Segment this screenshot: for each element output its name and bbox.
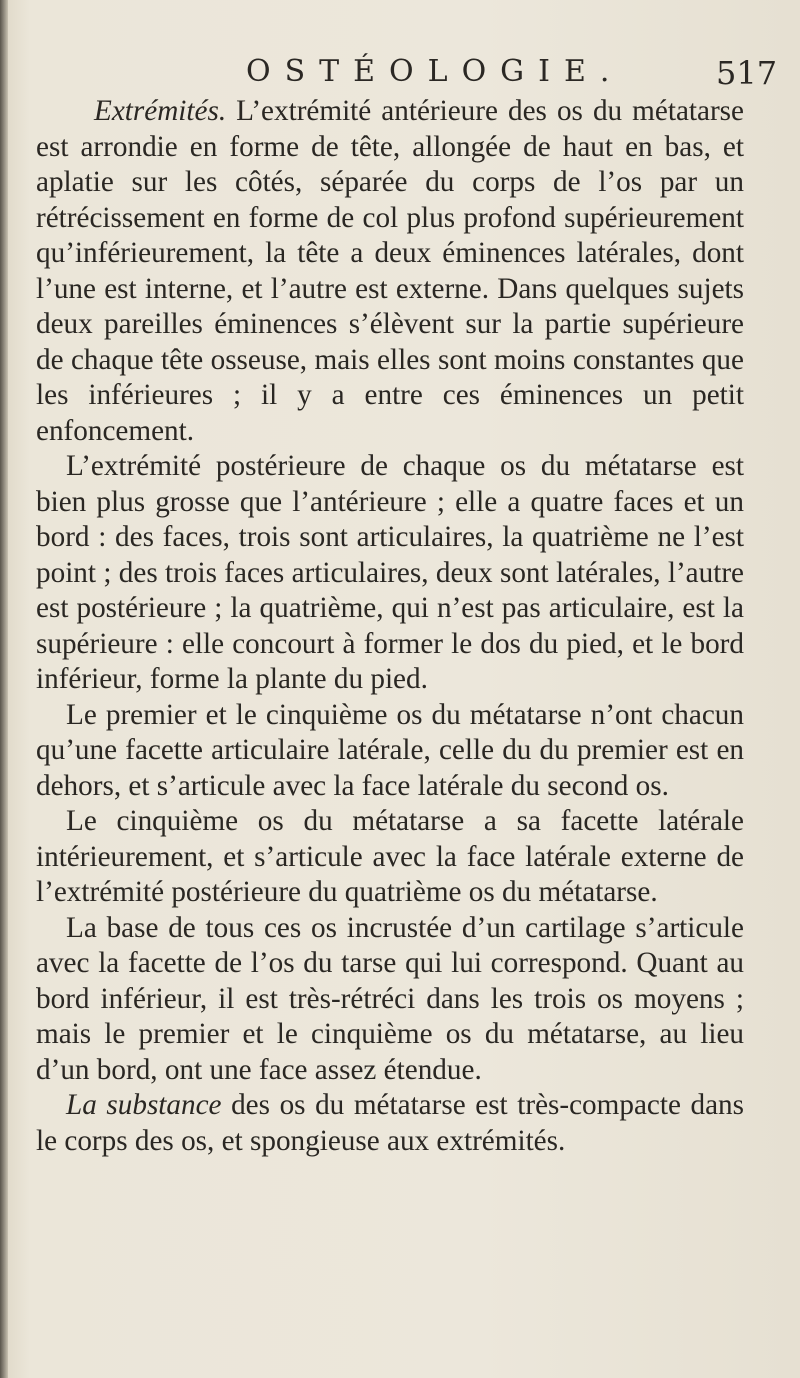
paragraph-3: [36, 698, 744, 805]
paragraph-6-lead: La substance: [66, 1089, 222, 1121]
paragraph-2: [36, 449, 744, 698]
paragraph-3-text: Le premier et le cinquième os du métatarse n’ont chacun qu’une facette articulaire latérale, celle du du premier est en dehors, et s’articule avec la face latérale du second os.: [36, 698, 744, 802]
page-gutter: [0, 0, 8, 1378]
paragraph-5: [36, 911, 744, 1089]
page-header: [0, 50, 800, 98]
paragraph-6: [36, 1088, 744, 1159]
paragraph-5-text: La base de tous ces os incrustée d’un cartilage s’articule avec la facette de l’os du tarse qui lui correspond. Quant au bord inférieur, il est très-rétréci dans les trois os moyens ; mais le premier et le cinquième os du métatarse, au lieu d’un bord, ont une face assez étendue.: [36, 911, 744, 1086]
paragraph-1-lead: Extrémités.: [94, 95, 227, 127]
running-head: OSTÉOLOGIE.: [246, 54, 624, 89]
paragraph-4: [36, 804, 744, 911]
paragraph-4-text: Le cinquième os du métatarse a sa facette latérale intérieurement, et s’articule avec la face latérale externe de l’extrémité postérieure du quatrième os du métatarse.: [36, 805, 744, 908]
paragraph-2-text: L’extrémité postérieure de chaque os du métatarse est bien plus grosse que l’antérieure ; elle a quatre faces et un bord : des faces, trois sont articulaires, la quatrième ne l’est point ; des trois faces articulaires, deux sont latérales, l’autre est postérieure ; la quatrième, qui n’est pas articulaire, est la supérieure : elle concourt à former le dos du pied, et le bord inférieur, forme la plante du pied.: [36, 450, 744, 695]
body-text: [36, 94, 744, 1159]
paragraph-6-text: des os du métatarse est très-compacte dans le corps des os, et spongieuse aux extrémités.: [36, 1089, 744, 1157]
page-number: 517: [716, 54, 778, 92]
paragraph-1: [36, 94, 744, 449]
paragraph-1-text: L’extrémité antérieure des os du métatarse est arrondie en forme de tête, allongée de haut en bas, et aplatie sur les côtés, séparée du corps de l’os par un rétrécissement en forme de col plus profond supérieurement qu’inférieurement, la tête a deux éminences latérales, dont l’une est interne, et l’autre est externe. Dans quelques sujets deux pareilles éminences s’élèvent sur la partie supérieure de chaque tête osseuse, mais elles sont moins constantes que les inférieures ; il y a entre ces éminences un petit enfoncement.: [36, 95, 744, 447]
